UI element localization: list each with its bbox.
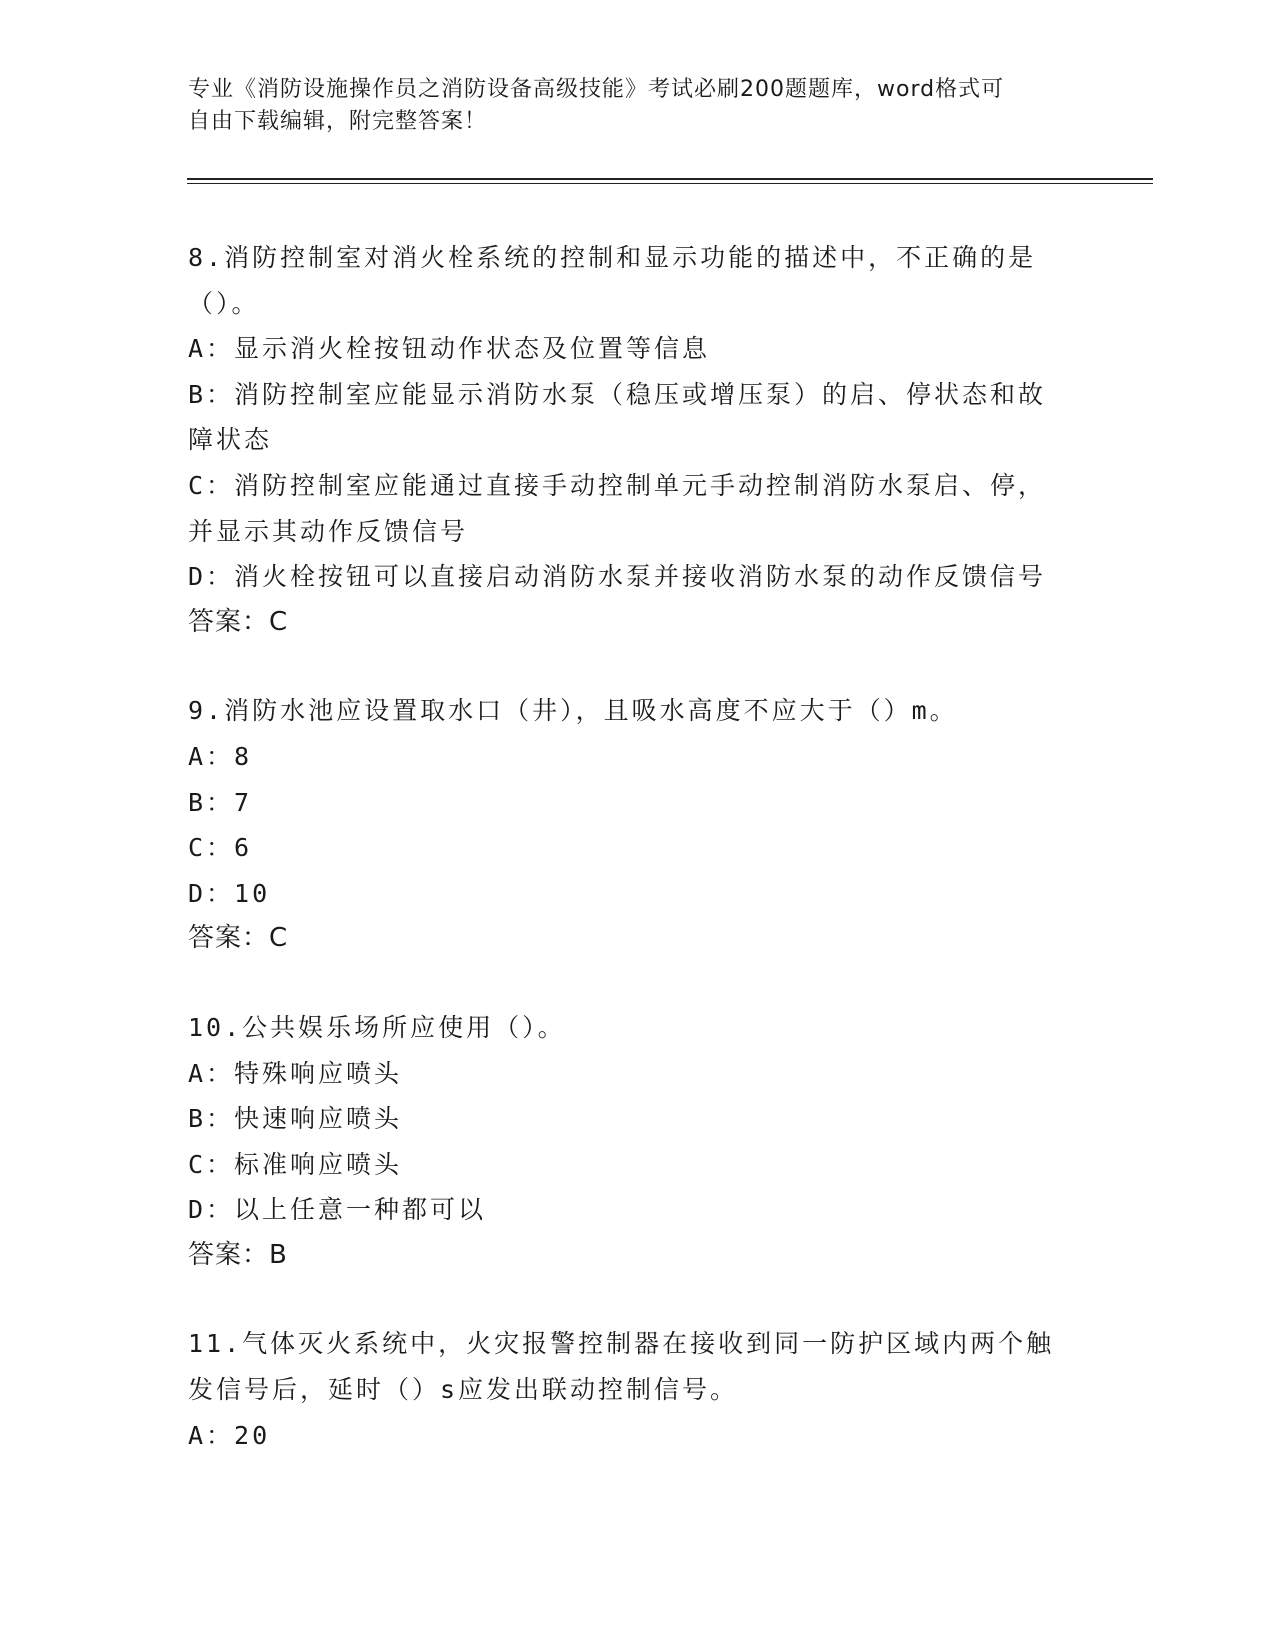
answer-label: 答案：C [188, 606, 289, 637]
option-b: 障状态 [188, 425, 273, 455]
option-b: B：快速响应喷头 [188, 1104, 403, 1134]
option-a: A：8 [188, 741, 253, 771]
question-stem: （）。 [188, 288, 260, 318]
option-b: B：7 [188, 787, 253, 817]
option-a: A：显示消火栓按钮动作状态及位置等信息 [188, 334, 711, 364]
question-11 [188, 1321, 1088, 1458]
question-stem: 9.消防水池应设置取水口（井），且吸水高度不应大于（）m。 [188, 696, 958, 726]
question-stem: 11.气体灭火系统中，火灾报警控制器在接收到同一防护区域内两个触 [188, 1329, 1055, 1359]
answer-label: 答案：C [188, 923, 289, 954]
header-line-2: 自由下载编辑，附完整答案！ [188, 109, 488, 134]
header-line-1: 专业《消防设施操作员之消防设备高级技能》考试必刷200题题库，word格式可 [188, 77, 1005, 102]
option-d: D：以上任意一种都可以 [188, 1195, 487, 1225]
question-list [188, 235, 1088, 1501]
document-header [188, 74, 1068, 138]
option-d: D：10 [188, 878, 271, 908]
option-c: C：6 [188, 833, 253, 863]
answer-label: 答案：B [188, 1239, 288, 1270]
header-divider [187, 178, 1153, 180]
option-a: A：特殊响应喷头 [188, 1058, 403, 1088]
option-c: C：消防控制室应能通过直接手动控制单元手动控制消防水泵启、停， [188, 470, 1047, 500]
header-divider-secondary [187, 183, 1153, 184]
option-d: D：消火栓按钮可以直接启动消防水泵并接收消防水泵的动作反馈信号 [188, 562, 1047, 592]
option-c: C：标准响应喷头 [188, 1149, 403, 1179]
option-a: A：20 [188, 1420, 271, 1450]
question-8 [188, 235, 1088, 645]
question-stem: 10.公共娱乐场所应使用（）。 [188, 1012, 566, 1042]
question-stem: 发信号后，延时（）s应发出联动控制信号。 [188, 1375, 739, 1405]
question-9 [188, 688, 1088, 962]
option-c: 并显示其动作反馈信号 [188, 516, 469, 546]
option-b: B：消防控制室应能显示消防水泵（稳压或增压泵）的启、停状态和故 [188, 379, 1047, 409]
question-10 [188, 1005, 1088, 1279]
question-stem: 8.消防控制室对消火栓系统的控制和显示功能的描述中，不正确的是 [188, 243, 1037, 272]
